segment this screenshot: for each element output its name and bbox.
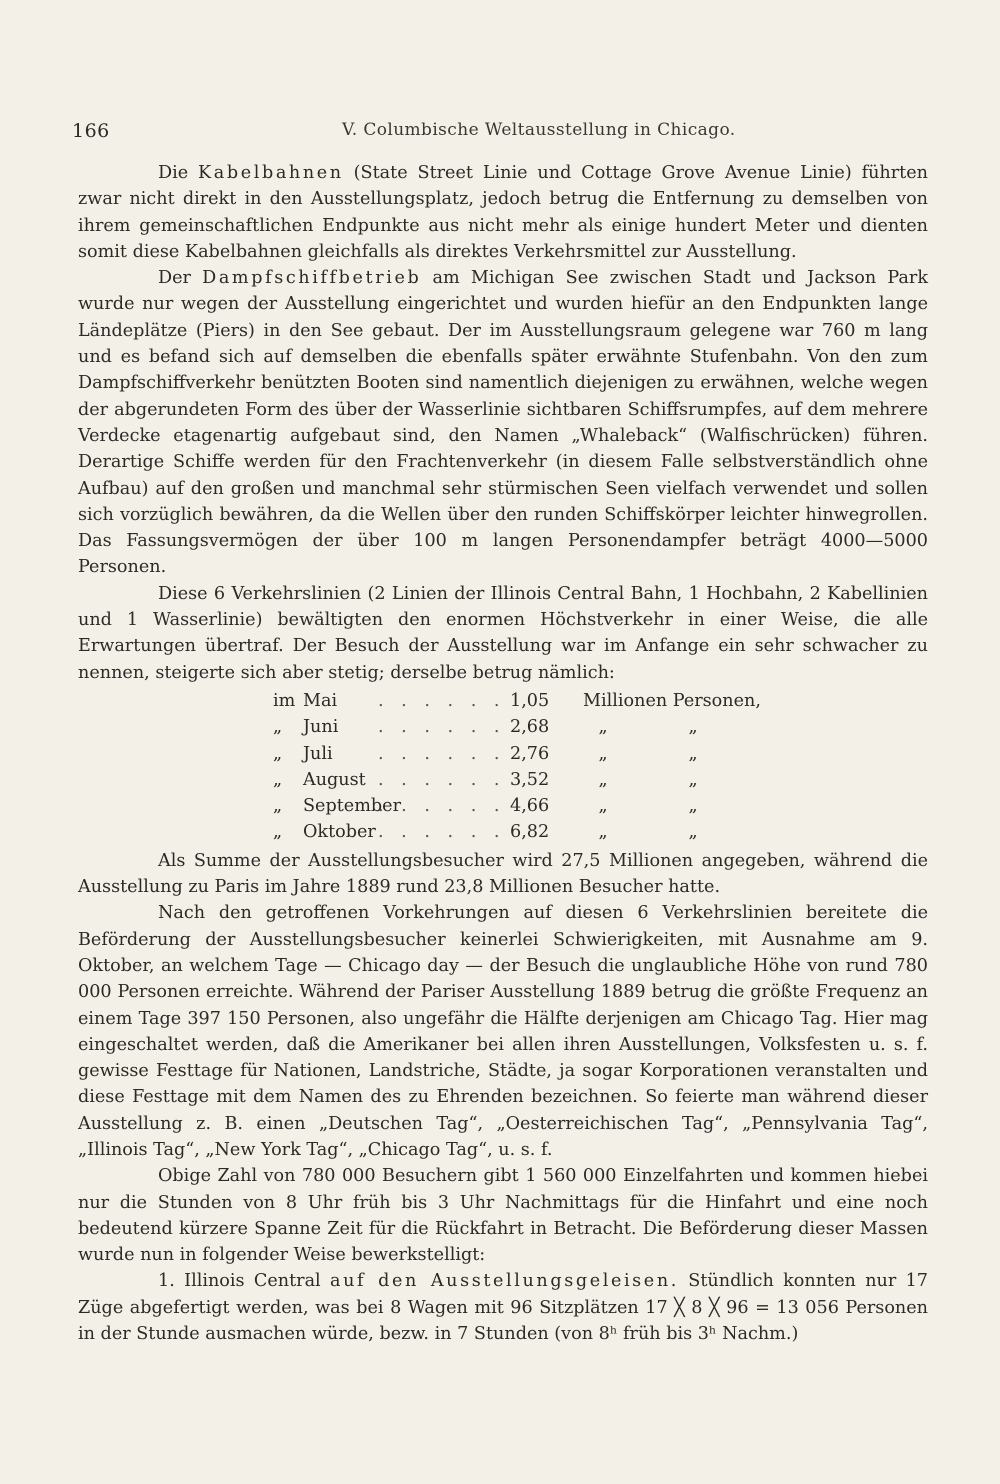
month-label: Oktober — [303, 822, 376, 843]
page-body — [78, 160, 928, 1347]
visitor-count: 4,66 — [510, 796, 550, 817]
visitor-statistics-table — [78, 688, 928, 846]
row-prefix: „ — [273, 822, 283, 843]
emphasized-term: auf den Ausstellungsgeleisen. — [330, 1271, 679, 1292]
row-prefix: „ — [273, 769, 283, 790]
month-label: August — [303, 769, 366, 790]
ditto-mark: „ — [688, 769, 698, 790]
row-prefix: im — [273, 690, 296, 711]
leader-dots: . . . . . . — [378, 769, 506, 790]
paragraph-dampfschiff — [78, 265, 928, 581]
page-number: 166 — [72, 120, 110, 142]
table-row — [78, 793, 928, 819]
leader-dots: . . . . . . — [378, 822, 506, 843]
paragraph-vorkehrungen: Nach den getroffenen Vorkehrungen auf diesen 6 Verkehrslinien bereitete die Beförderung der Ausstellungsbesucher keinerlei Schwierigkeiten, mit Ausnahme am 9. Oktober, an welchem Tage — Chicago day — der Besuch die unglaubliche Höhe von rund 780 000 Personen erreichte. Während der Pariser Ausstellung 1889 betrug die größte Frequenz an einem Tage 397 150 Personen, also ungefähr die Hälfte derjenigen am Chicago Tag. Hier mag eingeschaltet werden, daß die Amerikaner bei allen ihren Ausstellungen, Volksfesten u. s. f. gewisse Festtage für Nationen, Landstriche, Städte, ja sogar Korporationen veranstalten und diese Festtage mit dem Namen des zu Ehrenden bezeichnen. So feierte man während dieser Ausstellung z. B. einen „Deutschen Tag“, „Oesterreichischen Tag“, „Pennsylvania Tag“, „Illinois Tag“, „New York Tag“, „Chicago Tag“, u. s. f. — [78, 903, 928, 1160]
month-label: Juni — [303, 717, 339, 738]
ditto-mark: „ — [688, 717, 698, 738]
table-row — [78, 767, 928, 793]
unit-label: Millionen Personen, — [583, 690, 761, 711]
ditto-mark: „ — [598, 769, 608, 790]
leader-dots: . . . . . . — [378, 743, 506, 764]
visitor-count: 1,05 — [510, 690, 550, 711]
text-run: (State Street Linie und Cottage Grove Avenue Linie) führten zwar nicht direkt in den Ausstellungsplatz, jedoch betrug die Entfernung zu demselben von ihrem gemeinschaftlichen Endpunkte aus nicht mehr als einige hundert Meter und dienten somit diese Kabelbahnen gleichfalls als direktes Verkehrsmittel zur Ausstellung. — [78, 163, 928, 262]
paragraph-illinois-central — [78, 1268, 928, 1347]
paragraph-verkehrslinien: Diese 6 Verkehrslinien (2 Linien der Illinois Central Bahn, 1 Hochbahn, 2 Kabellinien und 1 Wasserlinie) bewältigten den enormen Höchstverkehr in einer Weise, die alle Erwartungen übertraf. Der Besuch der Ausstellung war im Anfange ein sehr schwacher zu nennen, steigerte sich aber stetig; derselbe betrug nämlich: — [78, 583, 928, 683]
ditto-mark: „ — [598, 796, 608, 817]
month-label: Mai — [303, 690, 338, 711]
ditto-mark: „ — [688, 822, 698, 843]
text-run: 1. Illinois Central — [158, 1271, 331, 1292]
ditto-mark: „ — [598, 743, 608, 764]
leader-dots: . . . . . . — [378, 717, 506, 738]
text-run: am Michigan See zwischen Stadt und Jackson Park wurde nur wegen der Ausstellung eingerichtet und wurden hiefür an den Endpunkten lange Ländeplätze (Piers) in den See gebaut. Der im Ausstellungsraum gelegene war 760 m lang und es befand sich auf demselben die ebenfalls später erwähnte Stufenbahn. Von den zum Dampfschiffverkehr benützten Booten sind namentlich diejenigen zu erwähnen, welche wegen der abgerundeten Form des über der Wasserlinie sichtbaren Schiffsrumpfes, auf dem mehrere Verdecke etagenartig aufgebaut sind, den Namen „Whaleback“ (Walfischrücken) führen. Derartige Schiffe werden für den Frachtenverkehr (in diesem Falle selbstverständlich ohne Aufbau) auf den großen und manchmal sehr stürmischen Seen vielfach verwendet und sollen sich vorzüglich bewähren, da die Wellen über den runden Schiffskörper leichter hinwegrollen. Das Fassungsvermögen der über 100 m langen Personendampfer beträgt 4000—5000 Personen. — [78, 268, 928, 578]
row-prefix: „ — [273, 743, 283, 764]
leader-dots: . . . . . . — [378, 796, 506, 817]
ditto-mark: „ — [688, 796, 698, 817]
paragraph-kabelbahnen — [78, 160, 928, 265]
paragraph-summe: Als Summe der Ausstellungsbesucher wird 27,5 Millionen angegeben, während die Ausstellung zu Paris im Jahre 1889 rund 23,8 Millionen Besucher hatte. — [78, 850, 928, 898]
emphasized-term: Dampfschiffbetrieb — [202, 268, 422, 289]
month-label: September — [303, 796, 401, 817]
text-run: Die — [158, 163, 199, 183]
page-header — [72, 120, 928, 150]
table-row — [78, 741, 928, 767]
ditto-mark: „ — [688, 743, 698, 764]
text-run: Stündlich konnten nur 17 Züge abgefertigt werden, was bei 8 Wagen mit 96 Sitzplätzen 17 ╳ 8 ╳ 96 = 13 056 Personen in der Stunde ausmachen würde, bezw. in 7 Stunden (von 8ʰ früh bis 3ʰ Nachm.) — [78, 1271, 928, 1345]
visitor-count: 3,52 — [510, 769, 550, 790]
table-row — [78, 819, 928, 845]
row-prefix: „ — [273, 796, 283, 817]
emphasized-term: Kabelbahnen — [198, 163, 344, 183]
running-head: V. Columbische Weltausstellung in Chicago. — [342, 120, 736, 140]
row-prefix: „ — [273, 717, 283, 738]
ditto-mark: „ — [598, 822, 608, 843]
text-run: Der — [158, 268, 203, 289]
visitor-count: 6,82 — [510, 822, 550, 843]
visitor-count: 2,76 — [510, 743, 550, 764]
leader-dots: . . . . . . — [378, 690, 506, 711]
month-label: Juli — [303, 743, 333, 764]
ditto-mark: „ — [598, 717, 608, 738]
table-row — [78, 714, 928, 740]
table-row — [78, 688, 928, 714]
visitor-count: 2,68 — [510, 717, 550, 738]
paragraph-besucherzahl: Obige Zahl von 780 000 Besuchern gibt 1 560 000 Einzelfahrten und kommen hiebei nur die Stunden von 8 Uhr früh bis 3 Uhr Nachmittags für die Hinfahrt und eine noch bedeutend kürzere Spanne Zeit für die Rückfahrt in Betracht. Die Beförderung dieser Massen wurde nun in folgender Weise bewerkstelligt: — [78, 1166, 928, 1266]
